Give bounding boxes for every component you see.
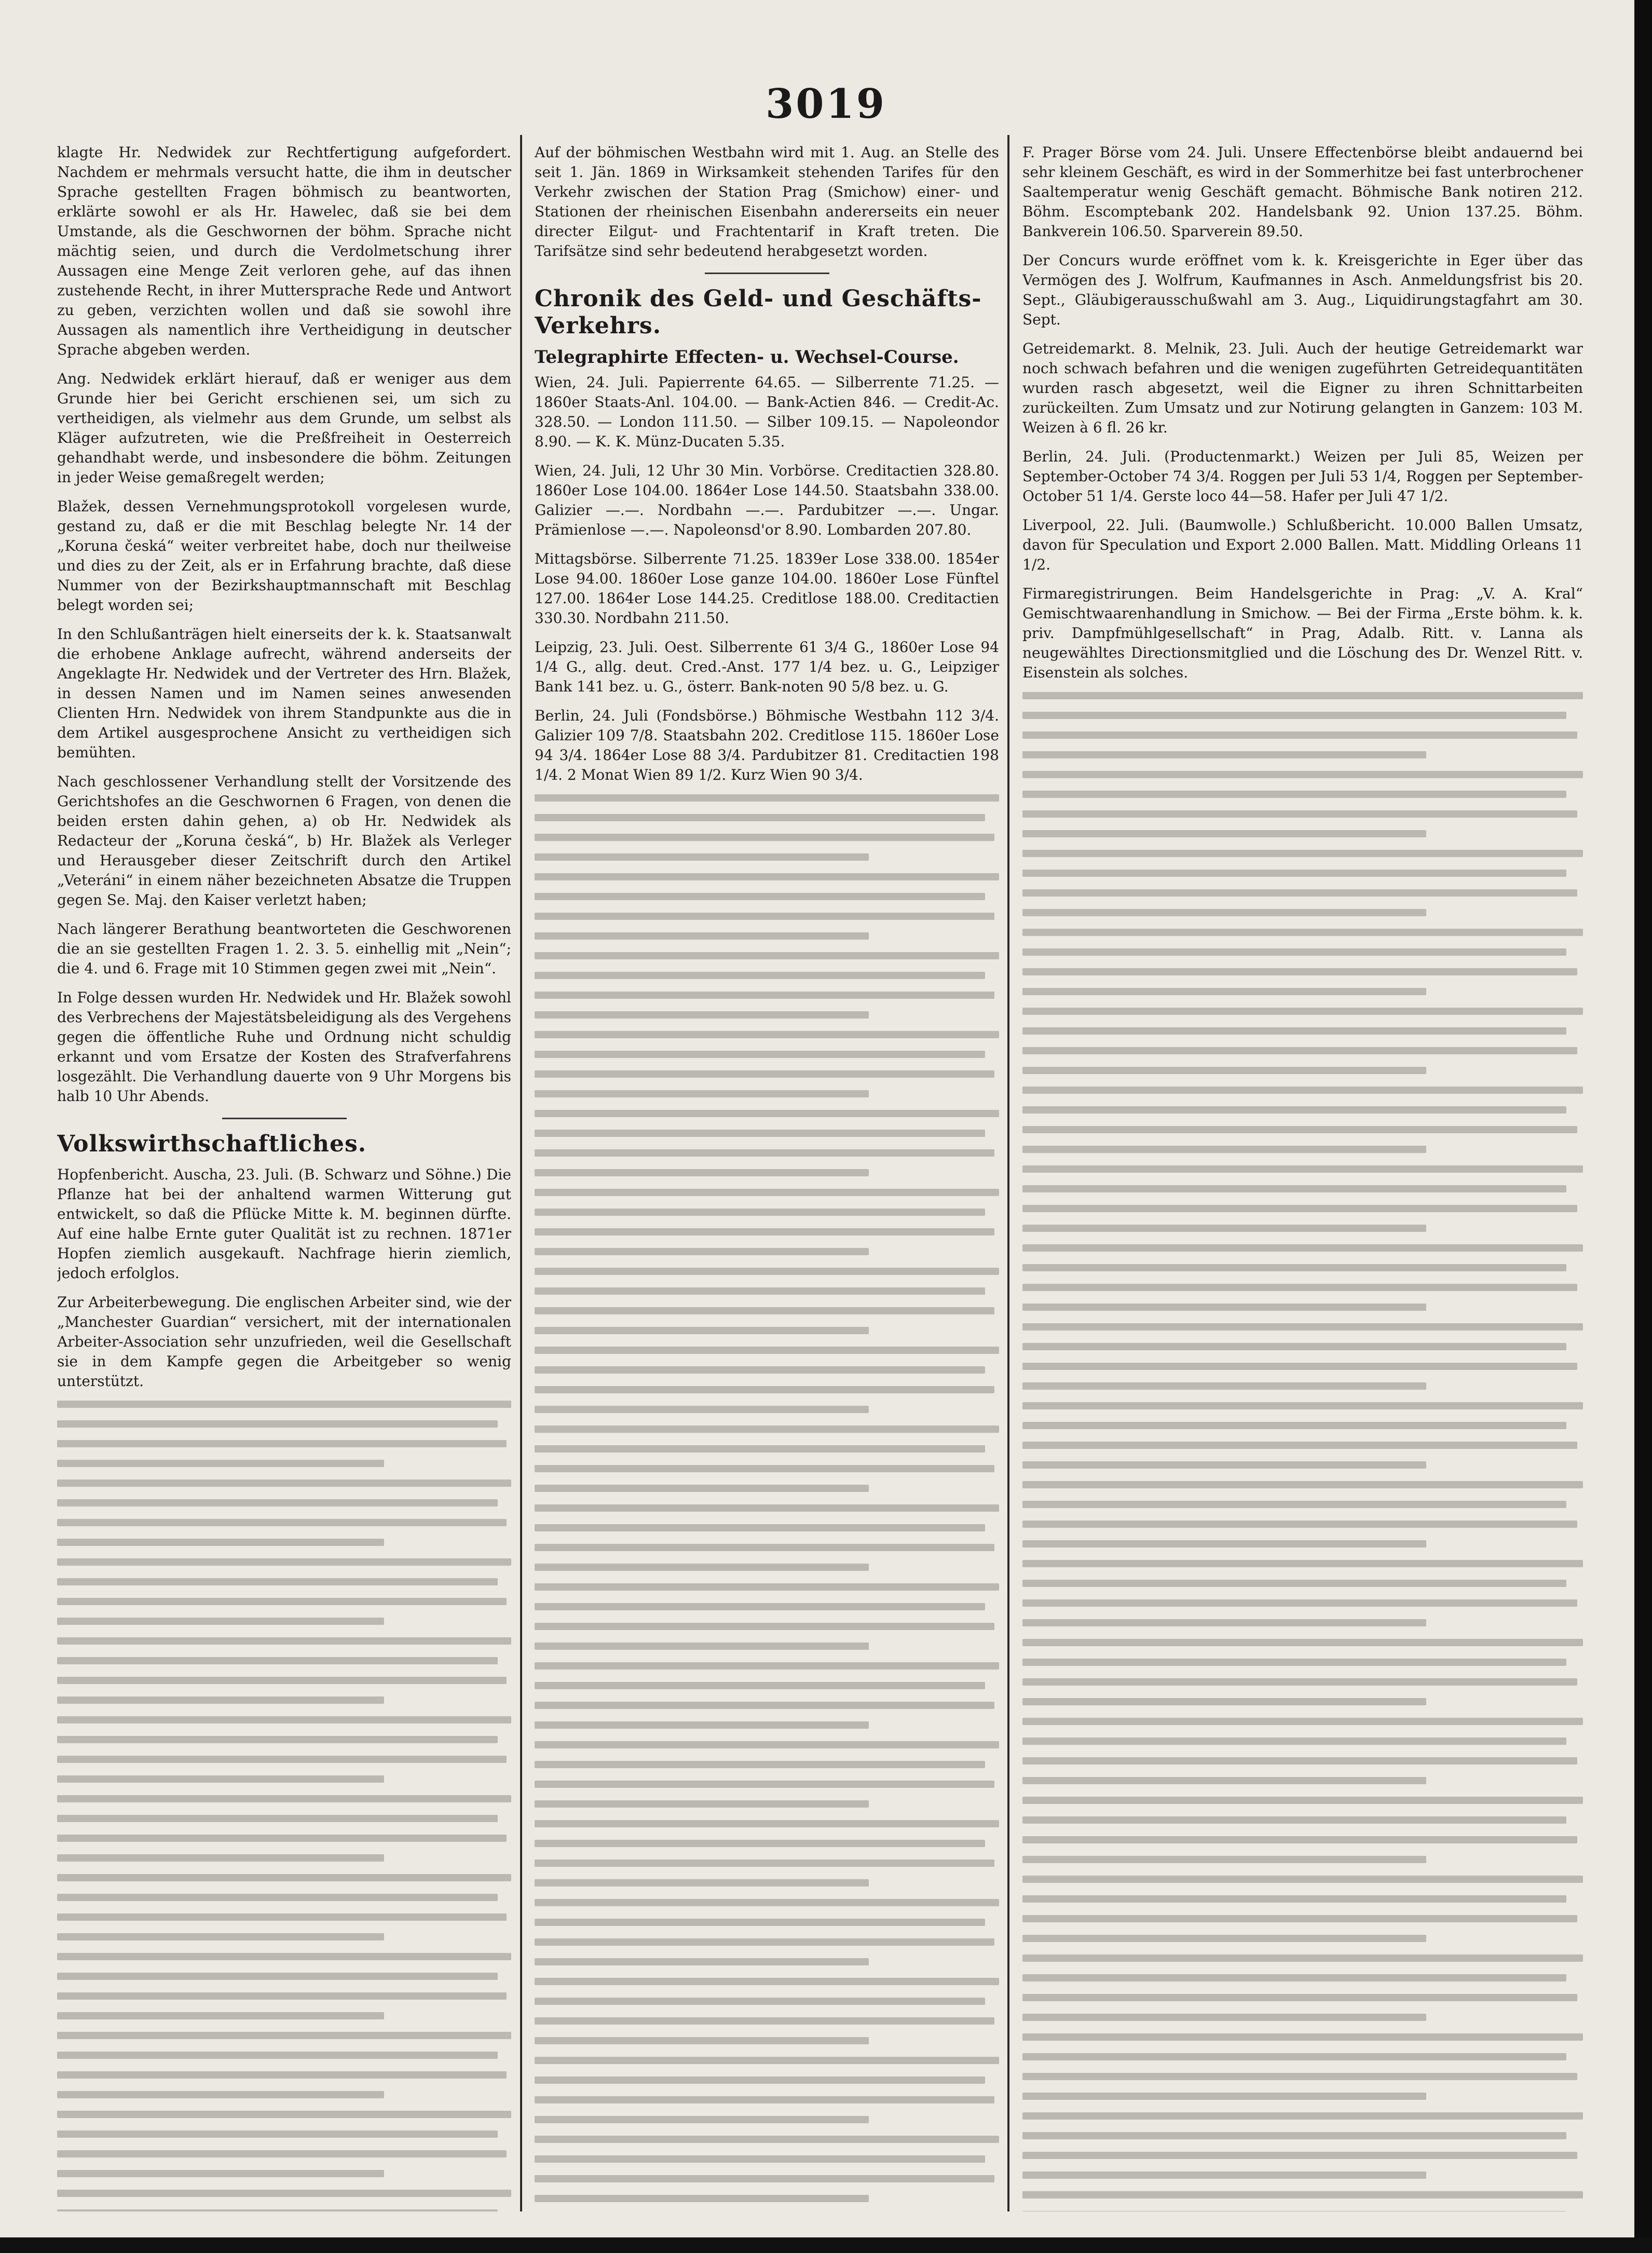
text-line-placeholder — [1022, 1027, 1566, 1035]
text-line-placeholder — [1022, 2093, 1426, 2100]
section-heading: Chronik des Geld- und Geschäfts-Verkehrs. — [535, 286, 982, 339]
article-paragraph: Firmaregistrirungen. Beim Handelsgerichte in Prag: „V. A. Kral“ Gemischtwaarenhandlung in Smichow. — Bei der Firma „Erste böhm. k. k. priv. Dampfmühlgesellschaft“ in Prag, Adalb. Ritt. v. Lanna als neugewähltes Directionsmitglied und die Löschung des Dr. Wenzel Ritt. v. Eisenstein als solches. — [1022, 585, 1583, 681]
text-line-placeholder — [535, 794, 999, 802]
text-line-placeholder — [57, 1440, 507, 1447]
text-line-placeholder — [57, 1519, 507, 1526]
article-paragraph: Auf der böhmischen Westbahn wird mit 1. Aug. an Stelle des seit 1. Jän. 1869 in Wirksamkeit stehenden Tarifes für den Verkehr zwischen der Station Prag (Smichow) einer- und Stationen der rheinischen Eisenbahn andererseits ein neuer directer Eilgut- und Frachtentarif in Kraft treten. Die Tarifsätze sind sehr bedeutend herabgesetzt worden. — [535, 144, 999, 260]
text-line-placeholder — [535, 1268, 999, 1275]
article-paragraph: Leipzig, 23. Juli. Oest. Silberrente 61 3/4 G., 1860er Lose 94 1/4 G., allg. deut. Cred.-Anst. 177 1/4 bez. u. G., Leipziger Bank 141 bez. u. G., österr. Bank-noten 90 5/8 bez. u. G. — [535, 639, 999, 695]
scan-border-bottom — [0, 2237, 1652, 2253]
text-line-placeholder — [1022, 1047, 1577, 1054]
text-line-placeholder — [1022, 791, 1566, 798]
text-line-placeholder — [1022, 1382, 1426, 1390]
text-line-placeholder — [1022, 1244, 1583, 1252]
text-line-placeholder — [57, 1775, 384, 1783]
text-line-placeholder — [1022, 1323, 1583, 1331]
text-line-placeholder — [1022, 2171, 1426, 2179]
text-line-placeholder — [1022, 988, 1426, 995]
text-line-placeholder — [535, 1899, 999, 1906]
text-line-placeholder — [535, 2116, 869, 2123]
text-line-placeholder — [535, 1366, 985, 1374]
text-line-placeholder — [1022, 1797, 1583, 1804]
text-line-placeholder — [57, 1874, 511, 1881]
text-line-placeholder — [1022, 948, 1566, 956]
text-line-placeholder — [535, 834, 994, 841]
text-line-placeholder — [535, 1544, 994, 1551]
text-line-placeholder — [1022, 1974, 1566, 1981]
text-line-placeholder — [57, 1401, 511, 1408]
text-line-placeholder — [57, 1894, 498, 1901]
text-line-placeholder — [1022, 810, 1577, 818]
article-paragraph: Ang. Nedwidek erklärt hierauf, daß er weniger aus dem Grunde hier bei Gericht erschienen sei, um sich zu vertheidigen, als vielmehr aus dem Grunde, um selbst als Kläger aufzutreten, wie die Preßfreiheit in Oesterreich gehandhabt werde, und insbesondere die böhm. Zeitungen in jeder Weise gemaßregelt werden; — [57, 370, 511, 486]
text-line-placeholder — [1022, 771, 1583, 778]
text-line-placeholder — [1022, 2073, 1577, 2080]
section-divider — [705, 273, 829, 274]
column-right — [1022, 143, 1583, 2211]
text-line-placeholder — [1022, 692, 1583, 699]
text-line-placeholder — [57, 1696, 384, 1704]
text-line-placeholder — [535, 1406, 869, 1413]
text-line-placeholder — [535, 2136, 999, 2143]
text-line-placeholder — [1022, 1067, 1426, 1074]
text-line-placeholder — [57, 1539, 384, 1546]
section-divider — [222, 1118, 347, 1119]
section-heading: Volkswirthschaftliches. — [57, 1131, 367, 1157]
text-line-placeholder — [535, 1347, 999, 1354]
text-line-placeholder — [1022, 870, 1566, 877]
text-line-placeholder — [57, 2170, 384, 2177]
text-line-placeholder — [535, 1958, 869, 1965]
text-line-placeholder — [57, 1677, 507, 1684]
text-line-placeholder — [535, 1169, 869, 1176]
text-line-placeholder — [535, 913, 994, 920]
text-line-placeholder — [535, 1287, 985, 1295]
column-middle — [535, 143, 999, 2211]
text-line-placeholder — [57, 1835, 507, 1842]
text-line-placeholder — [535, 1998, 985, 2005]
text-line-placeholder — [1022, 1915, 1577, 1922]
text-line-placeholder — [1022, 1560, 1583, 1567]
text-line-placeholder — [535, 1445, 985, 1453]
text-line-placeholder — [1022, 1856, 1426, 1863]
text-line-placeholder — [535, 1820, 999, 1827]
text-line-placeholder — [1022, 1777, 1426, 1784]
text-line-placeholder — [535, 1504, 999, 1512]
text-line-placeholder — [535, 1603, 985, 1610]
text-line-placeholder — [535, 1386, 994, 1393]
article-paragraph: Wien, 24. Juli, 12 Uhr 30 Min. Vorbörse. Creditactien 328.80. 1860er Lose 104.00. 1864er Lose 144.50. Staatsbahn 338.00. Galizier —.—. Nordbahn —.—. Pardubitzer —.—. Ungar. Prämienlose —.—. Napoleonsd'or 8.90. Lombarden 207.80. — [535, 462, 999, 538]
text-line-placeholder — [1022, 712, 1566, 719]
article-paragraph: Nach längerer Berathung beantworteten die Geschworenen die an sie gestellten Fragen 1. 2. 3. 5. einhellig mit „Nein“; die 4. und 6. Frage mit 10 Stimmen gegen zwei mit „Nein“. — [57, 920, 511, 977]
text-line-placeholder — [57, 2012, 384, 2019]
text-line-placeholder — [535, 1524, 985, 1531]
text-line-placeholder — [535, 1860, 994, 1867]
column-rule-right — [1007, 135, 1009, 2211]
text-line-placeholder — [1022, 1540, 1426, 1548]
text-line-placeholder — [57, 1637, 511, 1645]
text-line-placeholder — [1022, 2152, 1577, 2159]
text-line-placeholder — [1022, 1757, 1577, 1765]
article-paragraph: Blažek, dessen Vernehmungsprotokoll vorgelesen wurde, gestand zu, daß er die mit Beschlag belegte Nr. 14 der „Koruna česká“ weiter verbreitet habe, doch nur theilweise und dies zu der Zeit, als er in Erfahrung brachte, daß diese Nummer von der Bezirkshauptmannschaft mit Beschlag belegt worden sei; — [57, 498, 511, 614]
text-line-placeholder — [57, 1913, 507, 1921]
text-line-placeholder — [1022, 1146, 1426, 1153]
text-line-placeholder — [535, 1879, 869, 1886]
text-line-placeholder — [57, 1460, 384, 1467]
text-line-placeholder — [57, 2071, 507, 2079]
page-number: 3019 — [765, 80, 887, 128]
text-line-placeholder — [535, 1070, 994, 1078]
text-line-placeholder — [1022, 1718, 1583, 1725]
text-line-placeholder — [535, 1248, 869, 1255]
text-line-placeholder — [535, 2076, 985, 2084]
text-line-placeholder — [57, 1933, 384, 1940]
text-line-placeholder — [57, 1420, 498, 1428]
text-line-placeholder — [57, 2032, 511, 2039]
article-paragraph: Wien, 24. Juli. Papierrente 64.65. — Silberrente 71.25. — 1860er Staats-Anl. 104.00. — Bank-Actien 846. — Credit-Ac. 328.50. — London 111.50. — Silber 109.15. — Napoleondor 8.90. — K. K. Münz-Ducaten 5.35. — [535, 374, 999, 450]
text-line-placeholder — [57, 1953, 511, 1960]
text-line-placeholder — [535, 972, 985, 979]
text-line-placeholder — [535, 873, 999, 880]
text-line-placeholder — [1022, 1106, 1566, 1114]
article-paragraph: Der Concurs wurde eröffnet vom k. k. Kreisgerichte in Eger über das Vermögen des J. Wolfrum, Kaufmannes in Asch. Anmeldungsfrist bis 20. Sept., Gläubigerausschußwahl am 3. Aug., Liquidirungstagfahrt am 30. Sept. — [1022, 252, 1583, 328]
text-line-placeholder — [1022, 850, 1583, 857]
text-line-placeholder — [535, 1781, 994, 1788]
text-line-placeholder — [1022, 1402, 1583, 1409]
text-line-placeholder — [535, 1741, 999, 1748]
text-line-placeholder — [535, 853, 869, 861]
text-line-placeholder — [535, 2017, 994, 2025]
text-line-placeholder — [1022, 1264, 1566, 1271]
article-paragraph: Liverpool, 22. Juli. (Baumwolle.) Schlußbericht. 10.000 Ballen Umsatz, davon für Speculation und Export 2.000 Ballen. Matt. Middling Orleans 11 1/2. — [1022, 517, 1583, 573]
text-line-placeholder — [57, 1795, 511, 1802]
text-line-placeholder — [535, 1327, 869, 1334]
article-paragraph: Nach geschlossener Verhandlung stellt der Vorsitzende des Gerichtshofes an die Geschwornen 6 Fragen, von denen die beiden ersten dahin gehen, a) ob Hr. Nedwidek als Redacteur der „Koruna česká“, b) Hr. Blažek als Verleger und Herausgeber dieser Zeitschrift durch den Artikel „Veteráni“ in einem näher bezeichneten Absatze die Truppen gegen Se. Maj. den Kaiser verletzt haben; — [57, 773, 511, 908]
text-line-placeholder — [535, 1800, 869, 1808]
text-line-placeholder — [1022, 1126, 1577, 1133]
text-line-placeholder — [57, 1480, 511, 1487]
text-line-placeholder — [1022, 1363, 1577, 1370]
illegible-text-lines — [57, 1401, 511, 2211]
text-line-placeholder — [1022, 1205, 1577, 1212]
article-paragraph: Mittagsbörse. Silberrente 71.25. 1839er Lose 338.00. 1854er Lose 94.00. 1860er Lose ganze 104.00. 1860er Lose Fünftel 127.00. 1864er Lose 144.25. Creditlose 188.00. Creditactien 330.30. Nordbahn 211.50. — [535, 550, 999, 627]
text-line-placeholder — [1022, 2132, 1566, 2139]
text-line-placeholder — [535, 1485, 869, 1492]
text-line-placeholder — [535, 893, 985, 900]
text-line-placeholder — [1022, 830, 1426, 837]
text-line-placeholder — [1022, 1580, 1566, 1587]
text-line-placeholder — [57, 1815, 498, 1822]
text-line-placeholder — [57, 1716, 511, 1723]
text-line-placeholder — [1022, 731, 1577, 739]
text-line-placeholder — [57, 2150, 507, 2157]
text-line-placeholder — [535, 1465, 994, 1472]
text-line-placeholder — [1022, 1659, 1566, 1666]
article-paragraph: F. Prager Börse vom 24. Juli. Unsere Effectenbörse bleibt andauernd bei sehr kleinem Geschäft, es wird in der Sommerhitze bei fast unterbrochener Saaltemperatur wenig Geschäft gemacht. Böhmische Bank notiren 212. Böhm. Escomptebank 202. Handelsbank 92. Union 137.25. Böhm. Bankverein 106.50. Sparverein 89.50. — [1022, 144, 1583, 240]
text-line-placeholder — [1022, 2191, 1583, 2198]
text-line-placeholder — [1022, 1836, 1577, 1843]
text-line-placeholder — [1022, 2053, 1566, 2060]
text-line-placeholder — [1022, 1678, 1577, 1686]
text-line-placeholder — [535, 1149, 994, 1157]
text-line-placeholder — [57, 1973, 498, 1980]
text-line-placeholder — [57, 1854, 384, 1862]
text-line-placeholder — [535, 1307, 994, 1314]
text-line-placeholder — [1022, 1738, 1566, 1745]
article-paragraph: klagte Hr. Nedwidek zur Rechtfertigung aufgefordert. Nachdem er mehrmals versucht hatte, die ihm in deutscher Sprache gestellten Fragen böhmisch zu beantworten, erklärte sowohl er als Hr. Hawelec, daß sie bei dem Umstande, als die Geschwornen der böhm. Sprache nicht mächtig seien, und durch die Verdolmetschung ihrer Aussagen eine Menge Zeit verloren gehe, auf das ihnen zustehende Recht, in ihrer Muttersprache Rede und Antwort zu geben, verzichten wollen und daß sie sowohl ihre Aussagen als namentlich ihre Vertheidigung in deutscher Sprache abgeben werden. — [57, 144, 511, 358]
text-line-placeholder — [1022, 1619, 1426, 1626]
text-line-placeholder — [1022, 2033, 1583, 2041]
text-line-placeholder — [57, 1558, 511, 1566]
text-line-placeholder — [57, 2130, 498, 2138]
text-line-placeholder — [1022, 1461, 1426, 1469]
text-line-placeholder — [1022, 1087, 1583, 1094]
text-line-placeholder — [535, 1643, 869, 1650]
text-line-placeholder — [1022, 2014, 1426, 2021]
column-left — [57, 143, 511, 2211]
text-line-placeholder — [57, 2190, 511, 2197]
text-line-placeholder — [1022, 1343, 1566, 1350]
text-line-placeholder — [535, 814, 985, 821]
text-line-placeholder — [1022, 1284, 1577, 1291]
text-line-placeholder — [1022, 909, 1426, 916]
text-line-placeholder — [57, 1992, 507, 2000]
text-line-placeholder — [1022, 1008, 1583, 1015]
section-subheading: Telegraphirte Effecten- u. Wechsel-Course. — [535, 347, 959, 368]
article-paragraph: In den Schlußanträgen hielt einerseits der k. k. Staatsanwalt die erhobene Anklage aufrecht, während anderseits der Angeklagte Hr. Nedwidek und der Vertreter des Hrn. Blažek, in dessen Namen und im Namen seines anwesenden Clienten Hrn. Nedwidek von ihrem Standpunkte aus die in dem Artikel ausgesprochene Ansicht zu vertheidigen sich bemühten. — [57, 626, 511, 761]
text-line-placeholder — [535, 1426, 999, 1433]
text-line-placeholder — [1022, 1501, 1566, 1508]
text-line-placeholder — [535, 1938, 994, 1946]
text-line-placeholder — [1022, 1698, 1426, 1705]
text-line-placeholder — [1022, 1481, 1583, 1488]
text-line-placeholder — [57, 2052, 498, 2059]
text-line-placeholder — [535, 1130, 985, 1137]
text-line-placeholder — [535, 1031, 999, 1038]
text-line-placeholder — [535, 2195, 869, 2202]
text-line-placeholder — [1022, 1816, 1566, 1824]
text-line-placeholder — [535, 1840, 985, 1847]
text-line-placeholder — [535, 1228, 994, 1236]
text-line-placeholder — [535, 1090, 869, 1097]
text-line-placeholder — [535, 2155, 985, 2163]
text-line-placeholder — [535, 1110, 999, 1117]
text-line-placeholder — [535, 2037, 869, 2044]
text-line-placeholder — [535, 932, 869, 940]
text-line-placeholder — [1022, 1442, 1577, 1449]
text-line-placeholder — [57, 1618, 384, 1625]
text-line-placeholder — [535, 1209, 985, 1216]
text-line-placeholder — [535, 1583, 999, 1591]
text-line-placeholder — [535, 1189, 999, 1196]
illegible-text-lines — [1022, 692, 1583, 2211]
text-line-placeholder — [57, 1598, 507, 1605]
text-line-placeholder — [535, 952, 999, 959]
text-line-placeholder — [535, 1919, 985, 1926]
text-line-placeholder — [57, 2111, 511, 2118]
text-line-placeholder — [535, 1662, 999, 1670]
text-line-placeholder — [57, 1657, 498, 1664]
text-line-placeholder — [1022, 1639, 1583, 1646]
text-line-placeholder — [57, 1499, 498, 1506]
text-line-placeholder — [1022, 2112, 1583, 2120]
text-line-placeholder — [535, 1978, 999, 1985]
text-line-placeholder — [1022, 1876, 1583, 1883]
text-line-placeholder — [1022, 929, 1583, 936]
illegible-text-lines — [535, 794, 999, 2211]
text-line-placeholder — [535, 1702, 994, 1709]
text-line-placeholder — [1022, 889, 1577, 897]
text-line-placeholder — [1022, 968, 1577, 975]
text-line-placeholder — [1022, 1895, 1566, 1903]
text-line-placeholder — [1022, 1165, 1583, 1173]
text-line-placeholder — [1022, 1955, 1583, 1962]
text-line-placeholder — [1022, 1185, 1566, 1192]
article-paragraph: Berlin, 24. Juli. (Productenmarkt.) Weizen per Juli 85, Weizen per September-October 74 3/4. Roggen per Juli 53 1/4, Roggen per September-October 51 1/4. Gerste loco 44—58. Hafer per Juli 47 1/2. — [1022, 448, 1583, 505]
text-line-placeholder — [535, 1623, 994, 1630]
text-line-placeholder — [1022, 1599, 1577, 1607]
text-line-placeholder — [1022, 1521, 1577, 1528]
text-line-placeholder — [535, 1564, 869, 1571]
text-line-placeholder — [1022, 1304, 1426, 1311]
text-line-placeholder — [1022, 751, 1426, 758]
article-paragraph: Getreidemarkt. 8. Melnik, 23. Juli. Auch der heutige Getreidemarkt war noch schwach befahren und die wenigen zugeführten Getreidequantitäten wurden rasch abgesetzt, weil die Eigner zu ihren Schnittarbeiten zurückeilten. Zum Umsatz und zur Notirung gelangten in Ganzem: 103 M. Weizen à 6 fl. 26 kr. — [1022, 340, 1583, 436]
text-line-placeholder — [535, 1011, 869, 1019]
text-line-placeholder — [57, 1756, 507, 1763]
text-line-placeholder — [57, 1578, 498, 1585]
column-rule-left — [520, 135, 522, 2211]
article-paragraph: Hopfenbericht. Auscha, 23. Juli. (B. Schwarz und Söhne.) Die Pflanze hat bei der anhaltend warmen Witterung gut entwickelt, so daß die Pflücke Mitte k. M. beginnen dürfte. Auf eine halbe Ernte guter Qualität ist zu rechnen. 1871er Hopfen ziemlich ausgekauft. Nachfrage hierin ziemlich, jedoch erfolglos. — [57, 1166, 511, 1282]
text-line-placeholder — [535, 2057, 999, 2064]
text-line-placeholder — [535, 1761, 985, 1768]
text-line-placeholder — [535, 1051, 985, 1058]
text-line-placeholder — [1022, 1935, 1426, 1942]
text-line-placeholder — [1022, 1994, 1577, 2001]
scan-border-right — [1634, 0, 1652, 2253]
text-line-placeholder — [535, 2096, 994, 2103]
text-line-placeholder — [57, 1736, 498, 1743]
text-line-placeholder — [57, 2209, 498, 2211]
text-line-placeholder — [535, 1682, 985, 1689]
article-paragraph: Berlin, 24. Juli (Fondsbörse.) Böhmische Westbahn 112 3/4. Galizier 109 7/8. Staatsbahn 202. Creditlose 115. 1860er Lose 94 3/4. 1864er Lose 88 3/4. Pardubitzer 81. Creditactien 198 1/4. 2 Monat Wien 89 1/2. Kurz Wien 90 3/4. — [535, 707, 999, 783]
text-line-placeholder — [1022, 1422, 1566, 1429]
text-line-placeholder — [535, 2175, 994, 2182]
text-line-placeholder — [535, 992, 994, 999]
text-line-placeholder — [1022, 1225, 1426, 1232]
article-paragraph: In Folge dessen wurden Hr. Nedwidek und Hr. Blažek sowohl des Verbrechens der Majestätsbeleidigung als des Vergehens gegen die öffentliche Ruhe und Ordnung nicht schuldig erkannt und vom Ersatze der Kosten des Strafverfahrens losgezählt. Die Verhandlung dauerte von 9 Uhr Morgens bis halb 10 Uhr Abends. — [57, 989, 511, 1105]
article-paragraph: Zur Arbeiterbewegung. Die englischen Arbeiter sind, wie der „Manchester Guardian“ versichert, mit der internationalen Arbeiter-Association sehr unzufrieden, weil die Gesellschaft sie in dem Kampfe gegen die Arbeitgeber so wenig unterstützt. — [57, 1294, 511, 1390]
text-line-placeholder — [57, 2091, 384, 2098]
text-line-placeholder — [535, 1721, 869, 1729]
